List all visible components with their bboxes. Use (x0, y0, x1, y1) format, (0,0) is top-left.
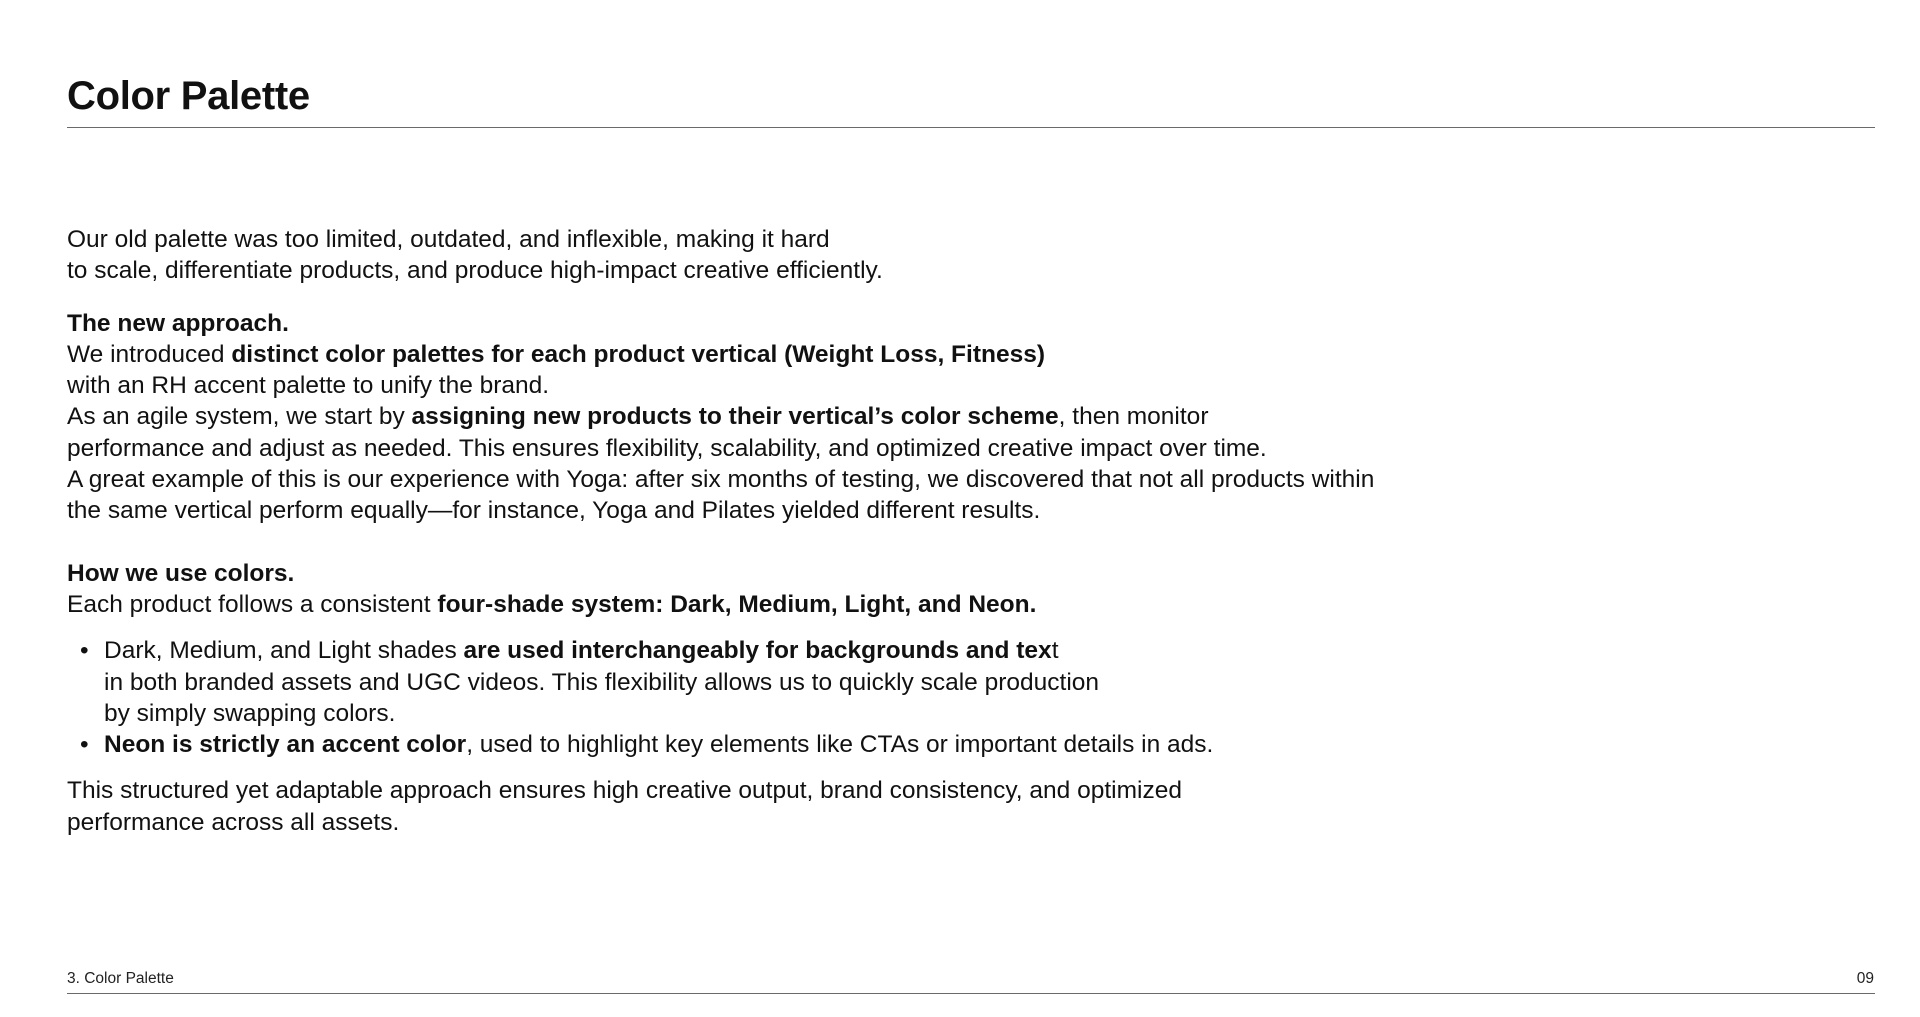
approach-heading: The new approach. (67, 309, 289, 337)
approach-line: As an agile system, we start by assigning new products to their vertical’s color scheme, then monitor (67, 403, 1209, 431)
intro-line: to scale, differentiate products, and produce high-impact creative efficiently. (67, 257, 883, 285)
approach-line: We introduced distinct color palettes for each product vertical (Weight Loss, Fitness) (67, 340, 1045, 368)
approach-line: with an RH accent palette to unify the brand. (67, 372, 550, 400)
approach-line: the same vertical perform equally—for instance, Yoga and Pilates yielded different results. (67, 497, 1041, 525)
closing-line: performance across all assets. (67, 808, 400, 836)
shade-bullet-list (67, 635, 1717, 760)
footer-section-label: 3. Color Palette (67, 970, 174, 987)
page-title: Color Palette (67, 74, 310, 118)
intro-line: Our old palette was too limited, outdated, and inflexible, making it hard (67, 226, 830, 253)
footer-divider (67, 993, 1875, 994)
approach-line: A great example of this is our experience with Yoga: after six months of testing, we discovered that not all products within (67, 466, 1375, 494)
body-content (67, 224, 1717, 838)
approach-line: performance and adjust as needed. This ensures flexibility, scalability, and optimized creative impact over time. (67, 434, 1267, 462)
bullet-item-neon: • Neon is strictly an accent color, used to highlight key elements like CTAs or important details in ads. (67, 729, 1717, 760)
footer-page-number: 09 (1856, 970, 1874, 987)
closing-line: This structured yet adaptable approach ensures high creative output, brand consistency, and optimized (67, 777, 1182, 805)
bullet-icon: • (80, 637, 89, 665)
bullet-icon: • (80, 731, 89, 759)
colors-heading: How we use colors. (67, 559, 295, 587)
title-divider (67, 127, 1875, 128)
colors-line: Each product follows a consistent four-shade system: Dark, Medium, Light, and Neon. (67, 590, 1037, 618)
bullet-item-shades: • Dark, Medium, and Light shades are used interchangeably for backgrounds and text in both branded assets and UGC videos. This flexibility allows us to quickly scale production by simply swapping colors. (80, 637, 1100, 727)
